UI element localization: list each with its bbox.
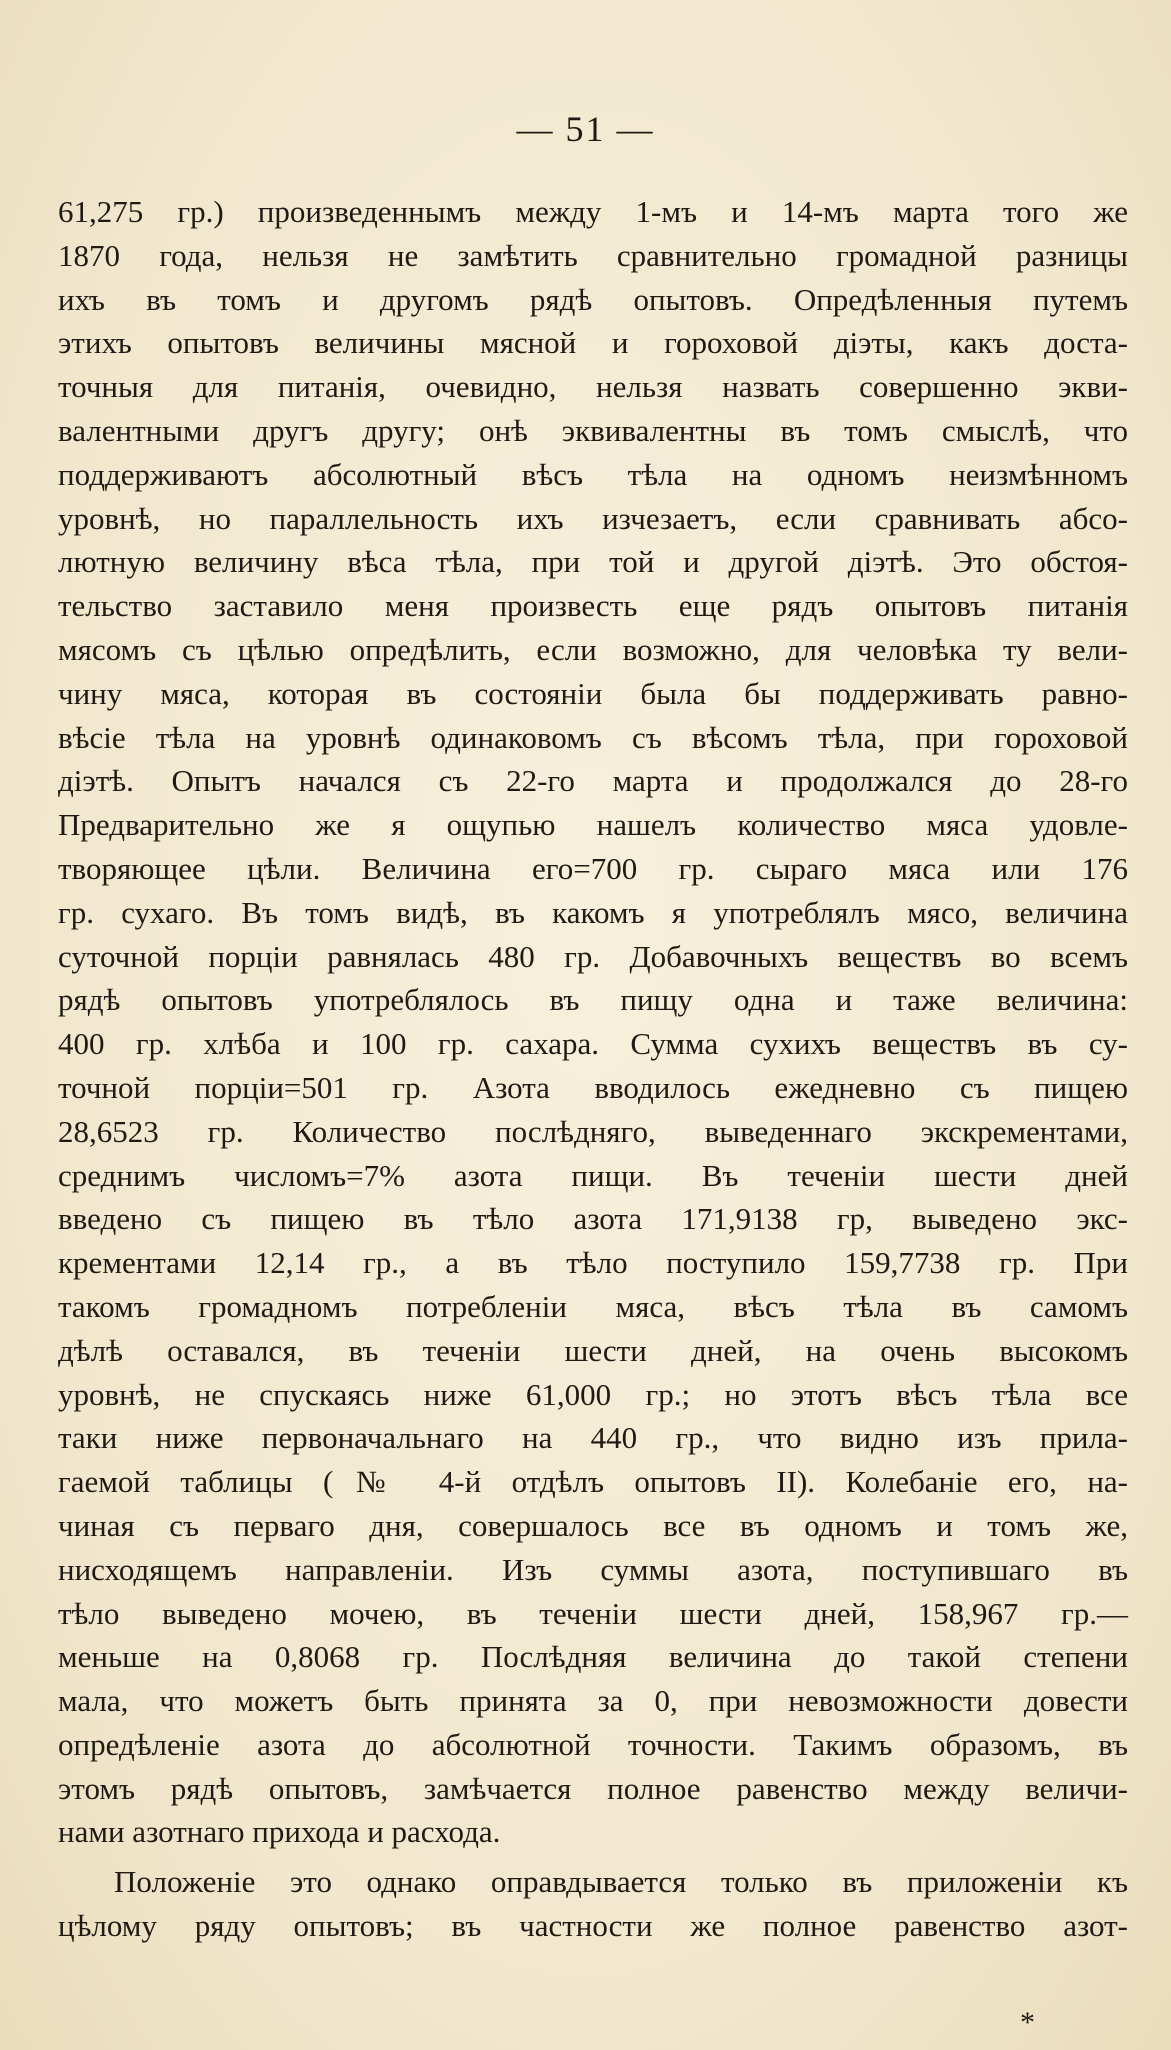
paragraph [58,1860,1128,1948]
signature-mark: * [1020,2006,1035,2039]
text-line: точной порцiи=501 гр. Азота вводилось ежедневно съ пищею [58,1069,1128,1105]
text-line: меньше на 0,8068 гр. Послѣдняя величина до такой степени [58,1639,1128,1675]
text-line: нисходящемъ направленiи. Изъ суммы азота, поступившаго въ [58,1551,1128,1587]
text-line: среднимъ числомъ=7% азота пищи. Въ теченiи шести дней [58,1157,1128,1193]
text-line: точныя для питанiя, очевидно, нельзя назвать совершенно экви- [58,369,1128,405]
text-line: лютную величину вѣса тѣла, при той и другой дiэтѣ. Это обстоя- [58,544,1128,580]
text-line: такомъ громадномъ потребленiи мяса, вѣсъ тѣла въ самомъ [58,1288,1128,1324]
text-line: гр. сухаго. Въ томъ видѣ, въ какомъ я употреблялъ мясо, величина [58,894,1128,930]
text-line: введено съ пищею въ тѣло азота 171,9138 гр, выведено экс- [58,1201,1128,1237]
text-line: поддерживаютъ абсолютный вѣсъ тѣла на одномъ неизмѣнномъ [58,456,1128,492]
text-line: чиная съ перваго дня, совершалось все въ одномъ и томъ же, [58,1507,1128,1543]
text-line: 28,6523 гр. Количество послѣдняго, выведеннаго экскрементами, [58,1113,1128,1149]
text-line: чину мяса, которая въ состоянiи была бы поддерживать равно- [58,675,1128,711]
text-line: 400 гр. хлѣба и 100 гр. сахара. Сумма сухихъ веществъ въ су- [58,1026,1128,1062]
text-line: опредѣленiе азота до абсолютной точности. Такимъ образомъ, въ [58,1726,1128,1762]
text-line: тѣло выведено мочею, въ теченiи шести дней, 158,967 гр.— [58,1595,1128,1631]
text-line: этихъ опытовъ величины мясной и гороховой дiэты, какъ доста- [58,325,1128,361]
page-number: — 51 — [516,109,655,149]
text-line: тельство заставило меня произвесть еще рядъ опытовъ питанiя [58,588,1128,624]
text-line: этомъ рядѣ опытовъ, замѣчается полное равенство между величи- [58,1770,1128,1806]
text-line: таки ниже первоначальнаго на 440 гр., что видно изъ прила- [58,1420,1128,1456]
text-line: валентными другъ другу; онѣ эквивалентны въ томъ смыслѣ, что [58,412,1128,448]
text-line: цѣлому ряду опытовъ; въ частности же полное равенство азот- [58,1908,1128,1944]
text-line: ихъ въ томъ и другомъ рядѣ опытовъ. Опредѣленныя путемъ [58,281,1128,317]
text-line: Предварительно же я ощупью нашелъ количество мяса удовле- [58,807,1128,843]
text-line: мала, что можетъ быть принята за 0, при невозможности довести [58,1683,1128,1719]
text-line: уровнѣ, но параллельность ихъ изчезаетъ, если сравнивать абсо- [58,500,1128,536]
text-line: уровнѣ, не спускаясь ниже 61,000 гр.; но этотъ вѣсъ тѣла все [58,1376,1128,1412]
text-line: дѣлѣ оставался, въ теченiи шести дней, на очень высокомъ [58,1332,1128,1368]
text-line: суточной порцiи равнялась 480 гр. Добавочныхъ веществъ во всемъ [58,938,1128,974]
text-line: Положенiе это однако оправдывается только въ приложенiи къ [114,1864,1128,1900]
text-line: 1870 года, нельзя не замѣтить сравнительно громадной разницы [58,237,1128,273]
text-line: крементами 12,14 гр., а въ тѣло поступило 159,7738 гр. При [58,1245,1128,1281]
paragraph [58,190,1128,1854]
text-line: дiэтѣ. Опытъ начался съ 22-го марта и продолжался до 28-го [58,763,1128,799]
text-line: рядѣ опытовъ употреблялось въ пищу одна и таже величина: [58,982,1128,1018]
text-line: гаемой таблицы (№ 4-й отдѣлъ опытовъ II). Колебанiе его, на- [58,1464,1128,1500]
text-line: нами азотнаго прихода и расхода. [58,1814,501,1850]
text-line: вѣсiе тѣла на уровнѣ одинаковомъ съ вѣсомъ тѣла, при гороховой [58,719,1128,755]
body-text [58,190,1128,1948]
text-line: творяющее цѣли. Величина его=700 гр. сыраго мяса или 176 [58,850,1128,886]
text-line: 61,275 гр.) произведеннымъ между 1-мъ и 14-мъ марта того же [58,194,1128,229]
text-line: мясомъ съ цѣлью опредѣлить, если возможно, для человѣка ту вели- [58,631,1128,667]
